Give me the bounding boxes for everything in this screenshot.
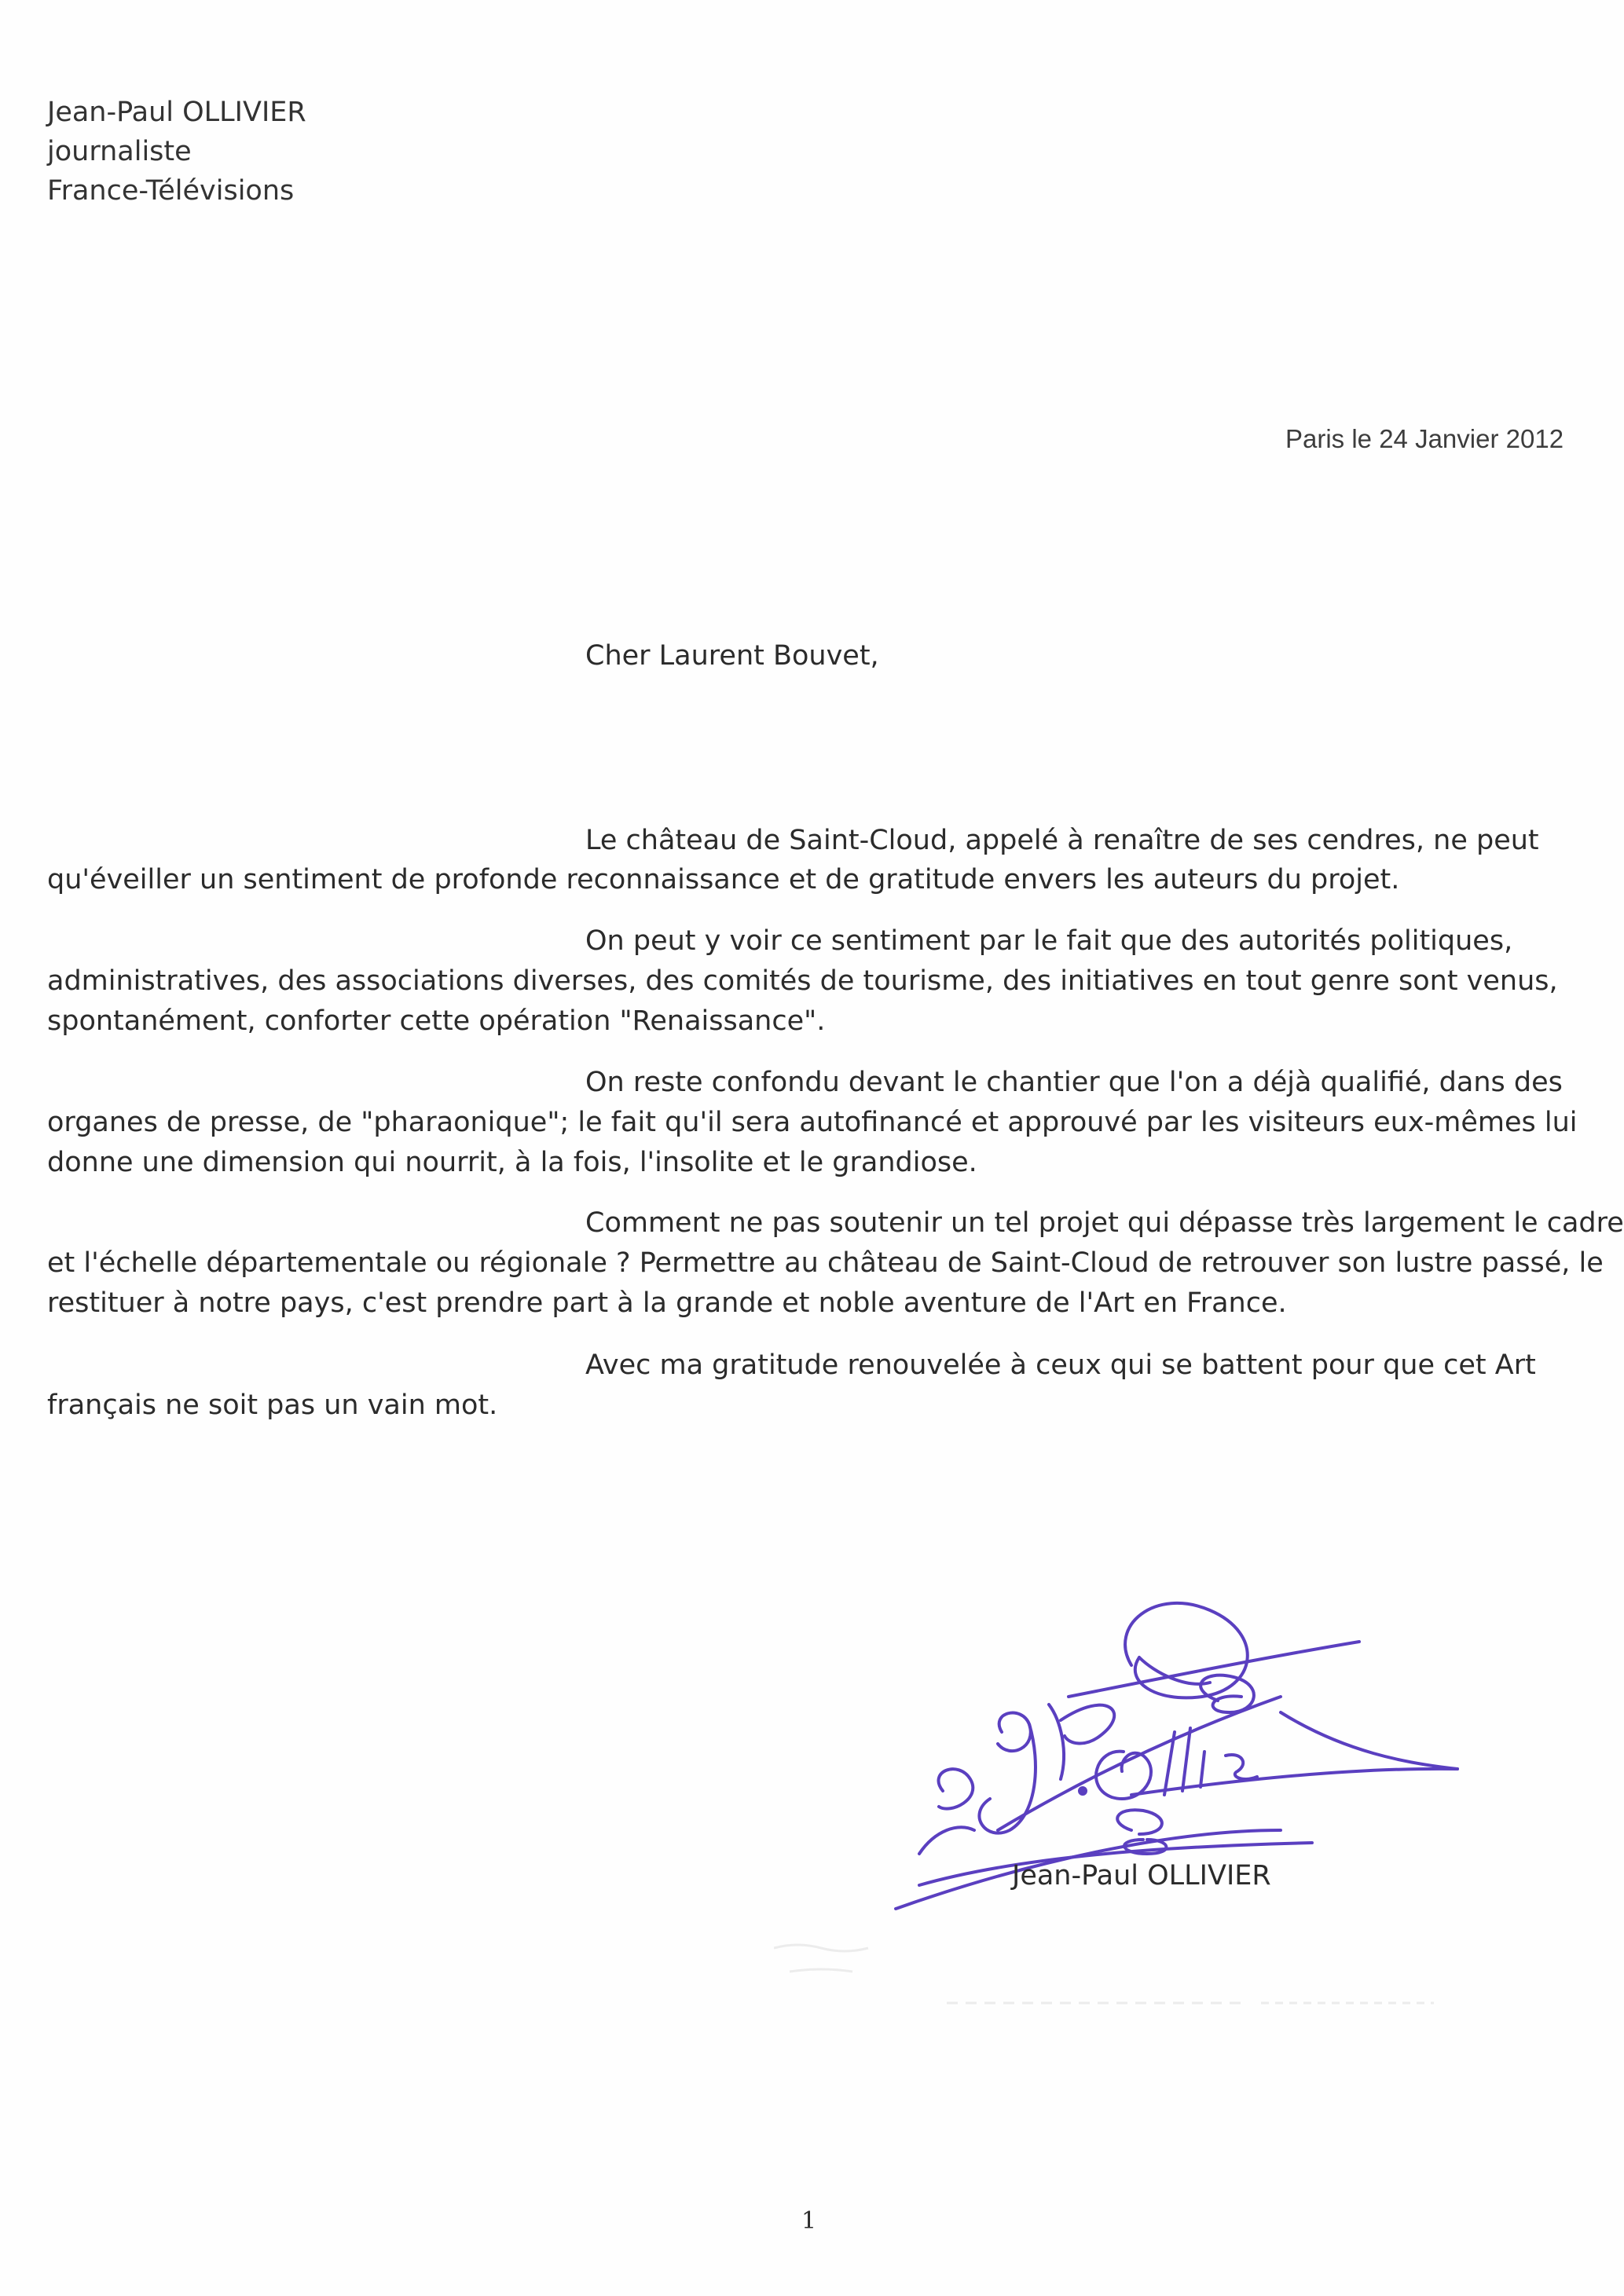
paragraph-line: On reste confondu devant le chantier que l'on a déjà qualifié, dans des [585,1067,1563,1098]
faint-smudge [774,1928,1450,2031]
sender-block [47,93,306,211]
paragraph-line: français ne soit pas un vain mot. [47,1390,498,1421]
paragraph-line: spontanément, conforter cette opération "Renaissance". [47,1005,826,1037]
sender-name: Jean-Paul OLLIVIER [47,97,306,128]
paragraph-line: organes de presse, de "pharaonique"; le fait qu'il sera autofinancé et approuvé par les visiteurs eux-mêmes lui [47,1107,1578,1138]
signer-name: Jean-Paul OLLIVIER [1012,1860,1271,1891]
paragraph-line: Comment ne pas soutenir un tel projet qui dépasse très largement le cadre [585,1207,1624,1239]
paragraph-line: On peut y voir ce sentiment par le fait que des autorités politiques, [585,925,1513,957]
sender-role: journaliste [47,136,192,167]
paragraph-line: qu'éveiller un sentiment de profonde reconnaissance et de gratitude envers les auteurs du projet. [47,864,1400,895]
paragraph-line: restituer à notre pays, c'est prendre part à la grande et noble aventure de l'Art en France. [47,1287,1287,1319]
paragraph-line: Le château de Saint-Cloud, appelé à renaître de ses cendres, ne peut [585,825,1539,856]
paragraph-line: Avec ma gratitude renouvelée à ceux qui se battent pour que cet Art [585,1349,1536,1381]
salutation: Cher Laurent Bouvet, [585,640,879,672]
letter-date: Paris le 24 Janvier 2012 [1285,424,1564,453]
paragraph-line: et l'échelle départementale ou régionale ? Permettre au château de Saint-Cloud de retrouver son lustre passé, le [47,1247,1604,1279]
page-number: 1 [801,2207,817,2235]
sender-organization: France-Télévisions [47,175,295,207]
paragraph-line: administratives, des associations diverses, des comités de tourisme, des initiatives en tout genre sont venus, [47,965,1558,997]
paragraph-line: donne une dimension qui nourrit, à la fois, l'insolite et le grandiose. [47,1147,977,1178]
